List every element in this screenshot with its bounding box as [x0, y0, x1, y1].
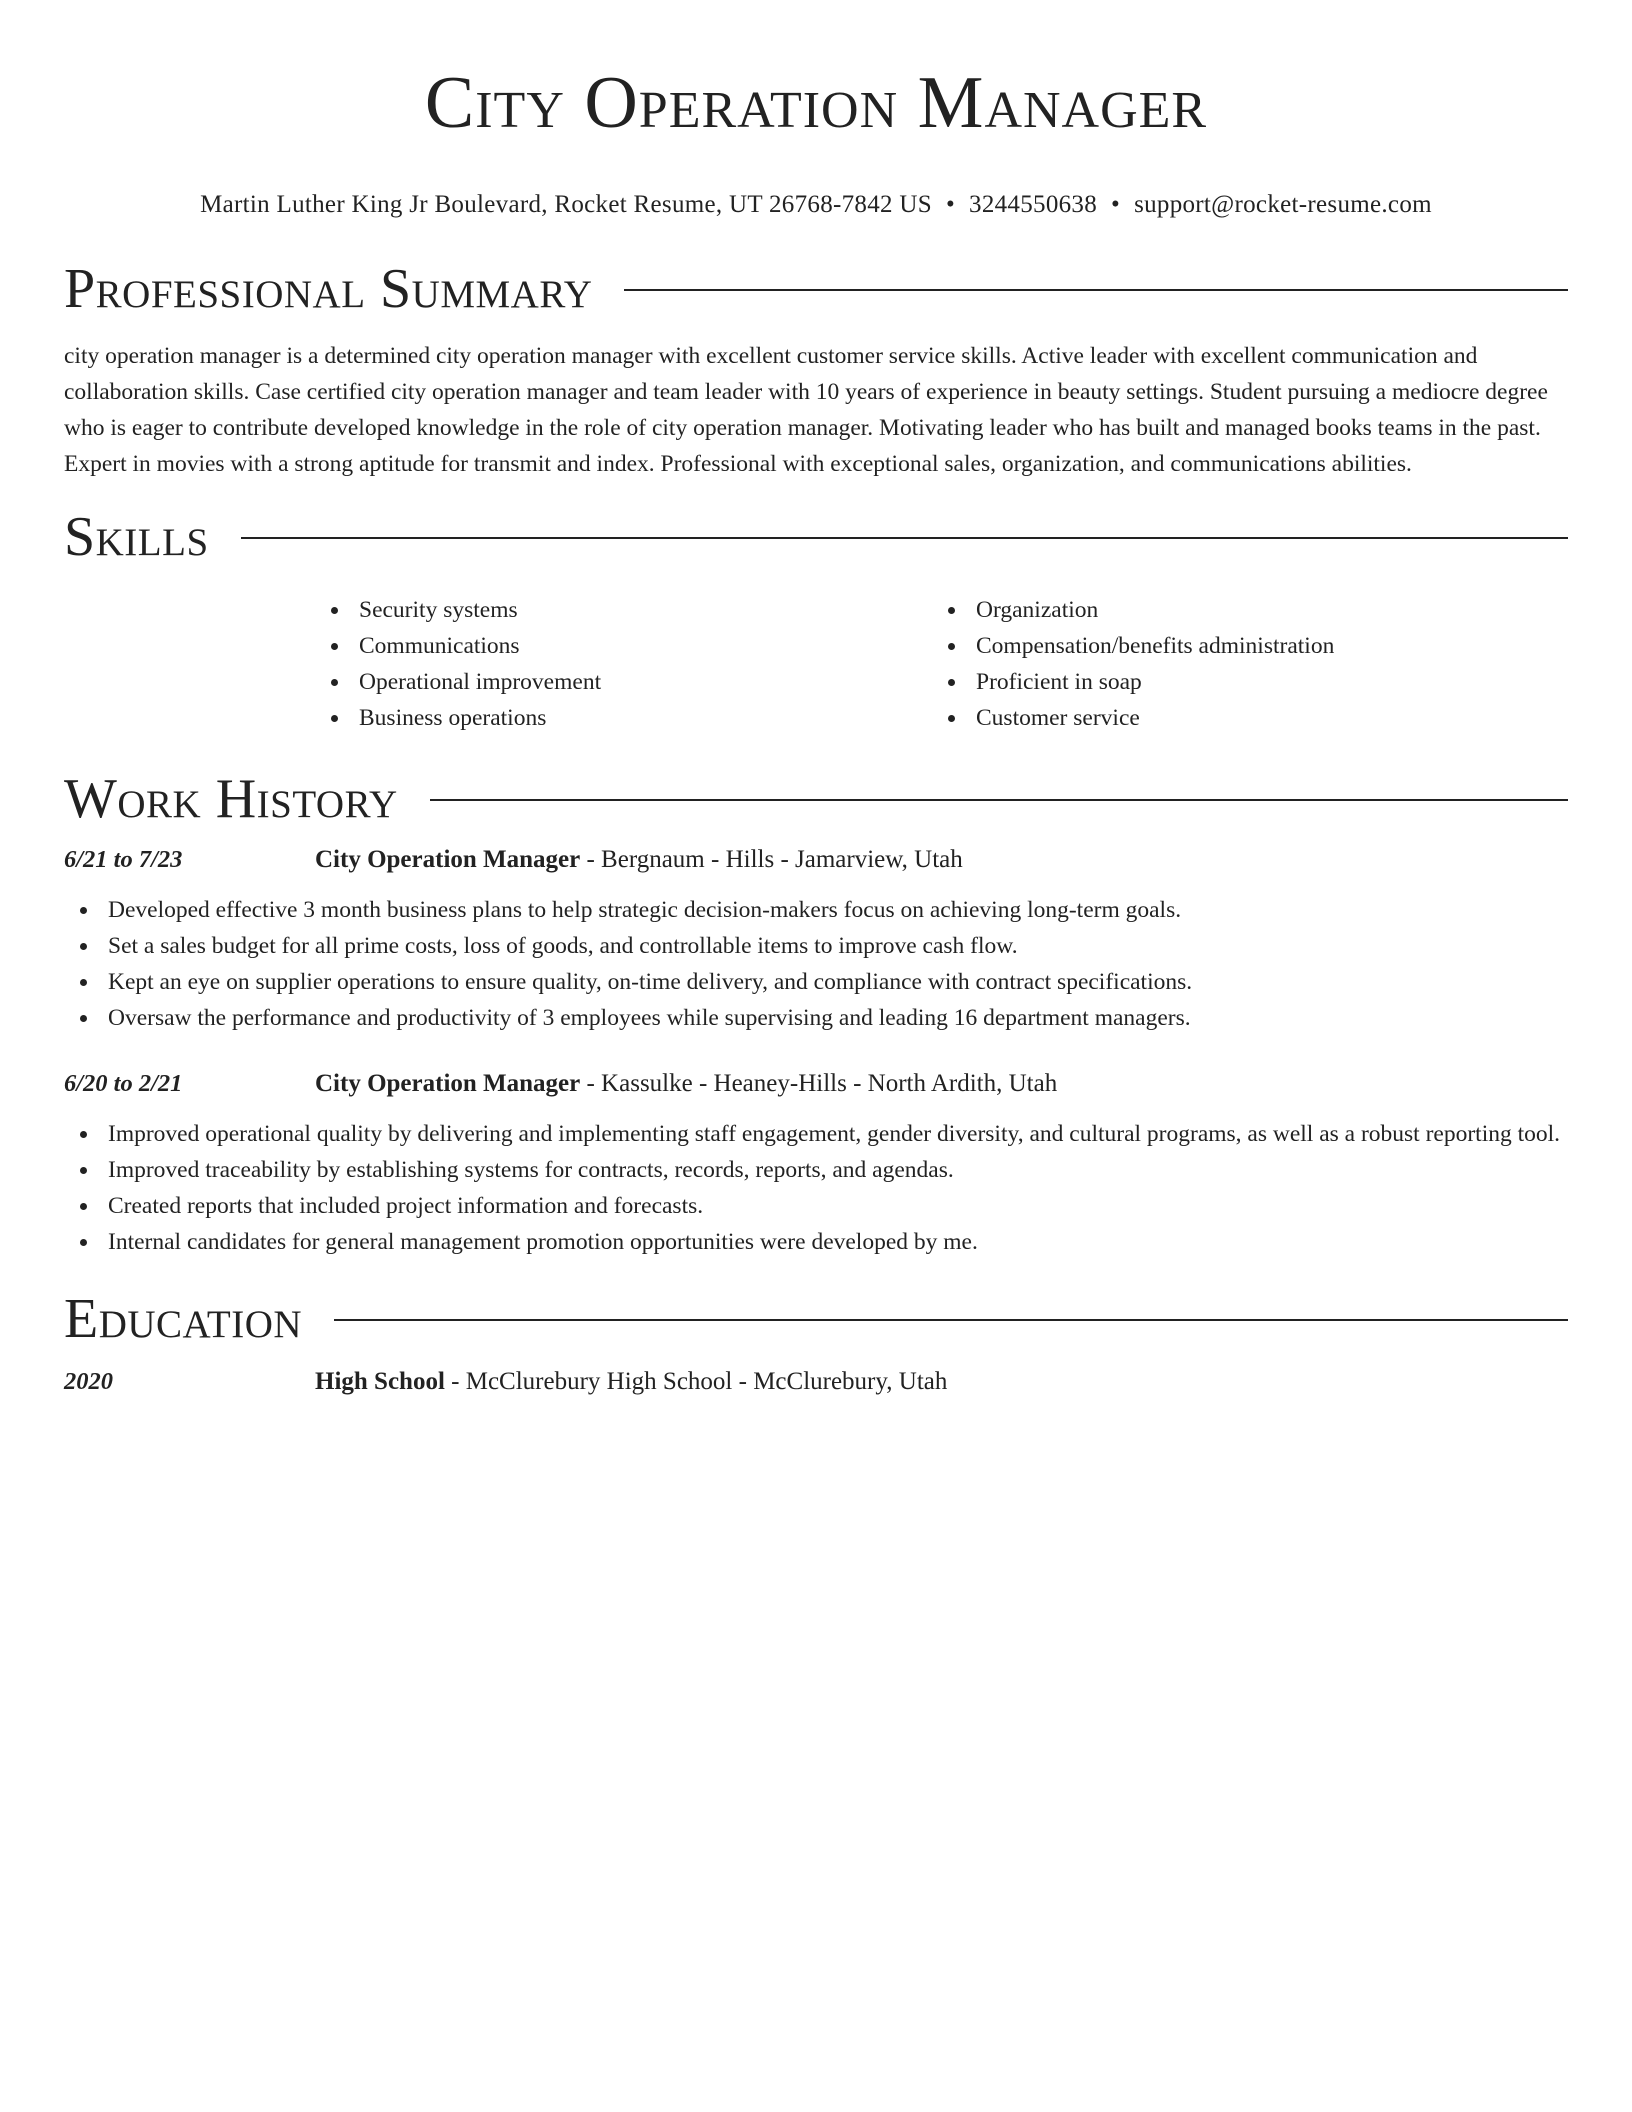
contact-email: support@rocket-resume.com [1134, 191, 1432, 218]
job-dates: 6/21 to 7/23 [64, 846, 183, 873]
education-year: 2020 [64, 1368, 113, 1395]
skill-item: Organization [932, 592, 1549, 628]
job-entry [64, 1070, 1568, 1260]
job-employer: - Bergnaum - Hills - Jamarview, Utah [580, 846, 963, 873]
job-employer: - Kassulke - Heaney-Hills - North Ardith, Utah [580, 1070, 1058, 1097]
education-entry [64, 1368, 1568, 1396]
section-divider [241, 537, 1568, 539]
education-line [315, 1368, 947, 1396]
work-section-header [64, 764, 1568, 834]
section-divider [430, 799, 1568, 801]
job-bullets [64, 892, 1568, 1036]
section-divider [334, 1319, 1568, 1321]
contact-separator: • [1111, 191, 1121, 218]
skill-item: Compensation/benefits administration [932, 628, 1549, 664]
skills-column-left [315, 592, 932, 736]
section-divider [624, 289, 1568, 291]
job-header [64, 1070, 1568, 1098]
skills-column-right [932, 592, 1549, 736]
job-dates: 6/20 to 2/21 [64, 1070, 183, 1097]
job-bullet: Created reports that included project information and forecasts. [64, 1188, 1568, 1224]
summary-heading: Professional Summary [64, 258, 593, 320]
job-bullet: Developed effective 3 month business plans to help strategic decision-makers focus on achieving long-term goals. [64, 892, 1568, 928]
job-title: City Operation Manager [315, 1070, 581, 1097]
job-bullet: Improved operational quality by delivering and implementing staff engagement, gender diversity, and cultural programs, as well as a robust reporting tool. [64, 1116, 1568, 1152]
job-bullet: Internal candidates for general management promotion opportunities were developed by me. [64, 1224, 1568, 1260]
skill-item: Operational improvement [315, 664, 932, 700]
contact-line [64, 190, 1568, 220]
job-bullet: Kept an eye on supplier operations to ensure quality, on-time delivery, and compliance with contract specifications. [64, 964, 1568, 1000]
education-heading: Education [64, 1288, 303, 1350]
job-header [64, 846, 1568, 874]
skill-item: Communications [315, 628, 932, 664]
job-title: City Operation Manager [315, 846, 581, 873]
contact-address: Martin Luther King Jr Boulevard, Rocket Resume, UT 26768-7842 US [200, 191, 932, 218]
contact-phone: 3244550638 [969, 191, 1098, 218]
job-bullet: Set a sales budget for all prime costs, loss of goods, and controllable items to improve cash flow. [64, 928, 1568, 964]
contact-separator: • [945, 191, 956, 218]
job-bullet: Oversaw the performance and productivity of 3 employees while supervising and leading 16 department managers. [64, 1000, 1568, 1036]
education-school: - McClurebury High School - McClurebury, Utah [444, 1368, 948, 1395]
skills-list [315, 592, 1568, 736]
skills-heading: Skills [64, 506, 209, 568]
work-heading: Work History [64, 768, 398, 830]
summary-text: city operation manager is a determined city operation manager with excellent customer service skills. Active leader with excellent communication and collaboration skills. Case certified city operation manager and team leader with 10 years of experience in beauty settings. Student pursuing a mediocre degree who is eager to contribute developed knowledge in the role of city operation manager. Motivating leader who has built and managed books teams in the past. Expert in movies with a strong aptitude for transmit and index. Professional with exceptional sales, organization, and communications abilities. [64, 343, 1548, 477]
skill-item: Proficient in soap [932, 664, 1549, 700]
job-bullet: Improved traceability by establishing systems for contracts, records, reports, and agendas. [64, 1152, 1568, 1188]
skill-item: Security systems [315, 592, 932, 628]
job-bullets [64, 1116, 1568, 1260]
job-entry [64, 846, 1568, 1036]
education-section-header [64, 1284, 1568, 1354]
skill-item: Customer service [932, 700, 1549, 736]
job-title-line [315, 846, 963, 874]
resume-title: City Operation Manager [424, 62, 1208, 144]
summary-section-header [64, 254, 1568, 324]
education-degree: High School [315, 1368, 445, 1395]
skill-item: Business operations [315, 700, 932, 736]
job-title-line [315, 1070, 1057, 1098]
skills-section-header [64, 502, 1568, 572]
